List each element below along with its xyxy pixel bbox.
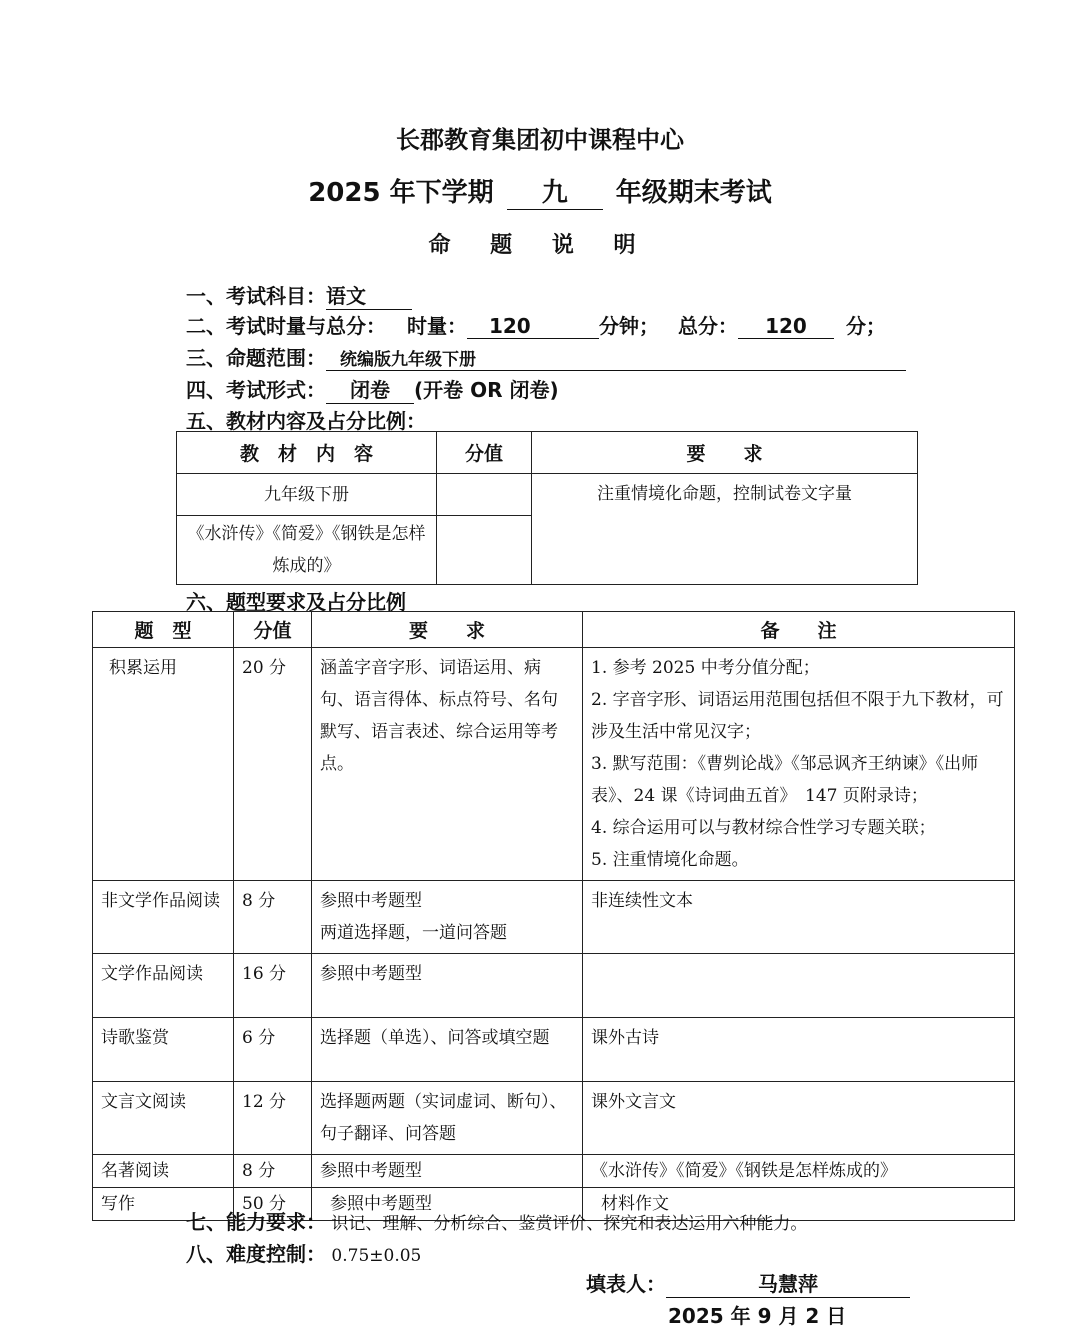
score-unit: 分； [845,314,886,338]
t2-score [234,1155,312,1188]
t2-notes [583,881,1015,954]
date: 2025 年 9 月 2 日 [668,1304,847,1328]
note-item: 课外古诗 [591,1028,659,1048]
note-item: 1. 参考 2025 中考分值分配； [591,658,820,678]
table-row [93,881,1015,954]
t1-header-content: 教 材 内 容 [177,432,437,474]
t2-header-type: 题 型 [93,612,234,648]
filler-label: 填表人： [586,1272,666,1296]
t2-score [234,648,312,881]
t2-req-text: 涵盖字音字形、词语运用、病句、语言得体、标点符号、名句默写、语言表述、综合运用等考点。 [320,658,558,774]
t1-row-content [177,474,437,516]
section6-label: 六、题型要求及占分比例 [186,590,406,614]
time-label: 二、考试时量与总分： [186,314,386,338]
scope-line [186,342,906,371]
table-row [93,1155,1015,1188]
time-value: 120 [467,314,599,339]
subject-label: 一、考试科目： [186,284,326,308]
term-suffix: 年级期末考试 [615,178,772,208]
t2-score-text: 20 分 [242,658,287,678]
form-label: 四、考试形式： [186,378,326,402]
t2-req [312,954,583,1018]
subject-line [186,280,412,310]
note-item: 课外文言文 [591,1092,676,1112]
table-row [93,1018,1015,1082]
t1-content-2: 《水浒传》《简爱》《钢铁是怎样炼成的》 [187,524,426,576]
table-row [93,954,1015,1018]
t2-type-text: 非文学作品阅读 [101,891,220,911]
t2-type-text: 写作 [101,1194,135,1214]
ability-value: 识记、理解、分析综合、鉴赏评价、探究和表达运用六种能力。 [331,1214,808,1234]
filler-line [586,1268,910,1298]
t2-type-text: 积累运用 [109,658,177,678]
t2-score-text: 12 分 [242,1092,287,1112]
t2-req-text: 选择题两题（实词虚词、断句）、句子翻译、问答题 [320,1092,567,1144]
note-item: 4. 综合运用可以与教材综合性学习专题关联； [591,818,936,838]
note-item: 2. 字音字形、词语运用范围包括但不限于九下教材，可涉及生活中常见汉字； [591,690,1004,742]
score-label: 总分： [677,314,738,338]
filler-name: 马慧萍 [666,1268,910,1298]
t2-type-text: 诗歌鉴赏 [101,1028,169,1048]
t2-score-text: 16 分 [242,964,287,984]
note-item: 5. 注重情境化命题。 [591,850,749,870]
t2-req [312,1155,583,1188]
form-note: (开卷 OR 闭卷) [414,378,559,402]
time-sub-label: 时量： [406,314,467,338]
scope-label: 三、命题范围： [186,346,326,370]
t2-req [312,1018,583,1082]
t1-header-req: 要 求 [532,432,918,474]
t2-score [234,1018,312,1082]
material-table [176,431,918,585]
t2-header-req: 要 求 [312,612,583,648]
difficulty-label: 八、难度控制： [186,1242,326,1266]
t2-req-text: 参照中考题型 两道选择题，一道问答题 [320,891,507,943]
time-line [186,310,886,339]
subject-value: 语文 [326,280,412,310]
t2-type [93,1155,234,1188]
t2-req [312,648,583,881]
t1-row-score [437,474,532,516]
score-value: 120 [738,314,834,339]
form-value: 闭卷 [326,374,414,404]
t2-req [312,881,583,954]
difficulty-value: 0.75±0.05 [331,1246,422,1266]
material-label: 五、教材内容及占分比例： [186,409,426,433]
t2-type-text: 文学作品阅读 [101,964,203,984]
ability-label: 七、能力要求： [186,1210,326,1234]
form-line [186,374,559,404]
table-row [93,1082,1015,1155]
t2-req-text: 选择题（单选）、问答或填空题 [320,1028,550,1048]
t2-type-text: 名著阅读 [101,1161,169,1181]
t2-score-text: 8 分 [242,891,276,911]
t1-header-score: 分值 [437,432,532,474]
org-title: 长郡教育集团初中课程中心 [396,126,684,154]
t1-row-content [177,516,437,585]
t2-type [93,954,234,1018]
time-unit: 分钟； [598,314,659,338]
t2-header-notes: 备 注 [583,612,1015,648]
t2-score [234,954,312,1018]
scope-value: 统编版九年级下册 [326,345,906,371]
t2-score [234,881,312,954]
t2-header-score: 分值 [234,612,312,648]
question-type-table [92,611,1015,1221]
grade-value: 九 [507,172,603,210]
t2-notes [583,1018,1015,1082]
t2-req [312,1082,583,1155]
t2-req-text: 参照中考题型 [320,964,422,984]
note-item: 非连续性文本 [591,891,693,911]
t2-score-text: 8 分 [242,1161,276,1181]
t1-row-score [437,516,532,585]
t2-type [93,648,234,881]
difficulty-line [186,1238,421,1267]
table-row [93,648,1015,881]
term-prefix: 2025 年下学期 [308,178,494,208]
t2-type [93,881,234,954]
t2-notes [583,648,1015,881]
t2-type [93,1082,234,1155]
exam-title [0,172,1080,210]
t2-notes [583,954,1015,1018]
t2-score [234,1082,312,1155]
note-item: 3. 默写范围：《曹刿论战》《邹忌讽齐王纳谏》《出师表》、24 课《诗词曲五首》 147 页附录诗； [591,754,979,806]
t2-type-text: 文言文阅读 [101,1092,186,1112]
t2-req-text: 参照中考题型 [320,1161,422,1181]
t2-score-text: 6 分 [242,1028,276,1048]
doc-title: 命 题 说 明 [428,233,652,258]
note-item: 《水浒传》《简爱》《钢铁是怎样炼成的》 [591,1161,897,1181]
t2-score-text: 50 分 [242,1194,287,1214]
t1-requirement [532,474,918,585]
ability-line [186,1206,807,1235]
t2-notes [583,1082,1015,1155]
t1-content-1: 九年级下册 [264,484,349,505]
t1-requirement-text: 注重情境化命题，控制试卷文字量 [597,484,852,504]
note-item: 材料作文 [601,1194,669,1214]
t2-req-text: 参照中考题型 [330,1194,432,1214]
t2-notes [583,1155,1015,1188]
t2-type [93,1018,234,1082]
